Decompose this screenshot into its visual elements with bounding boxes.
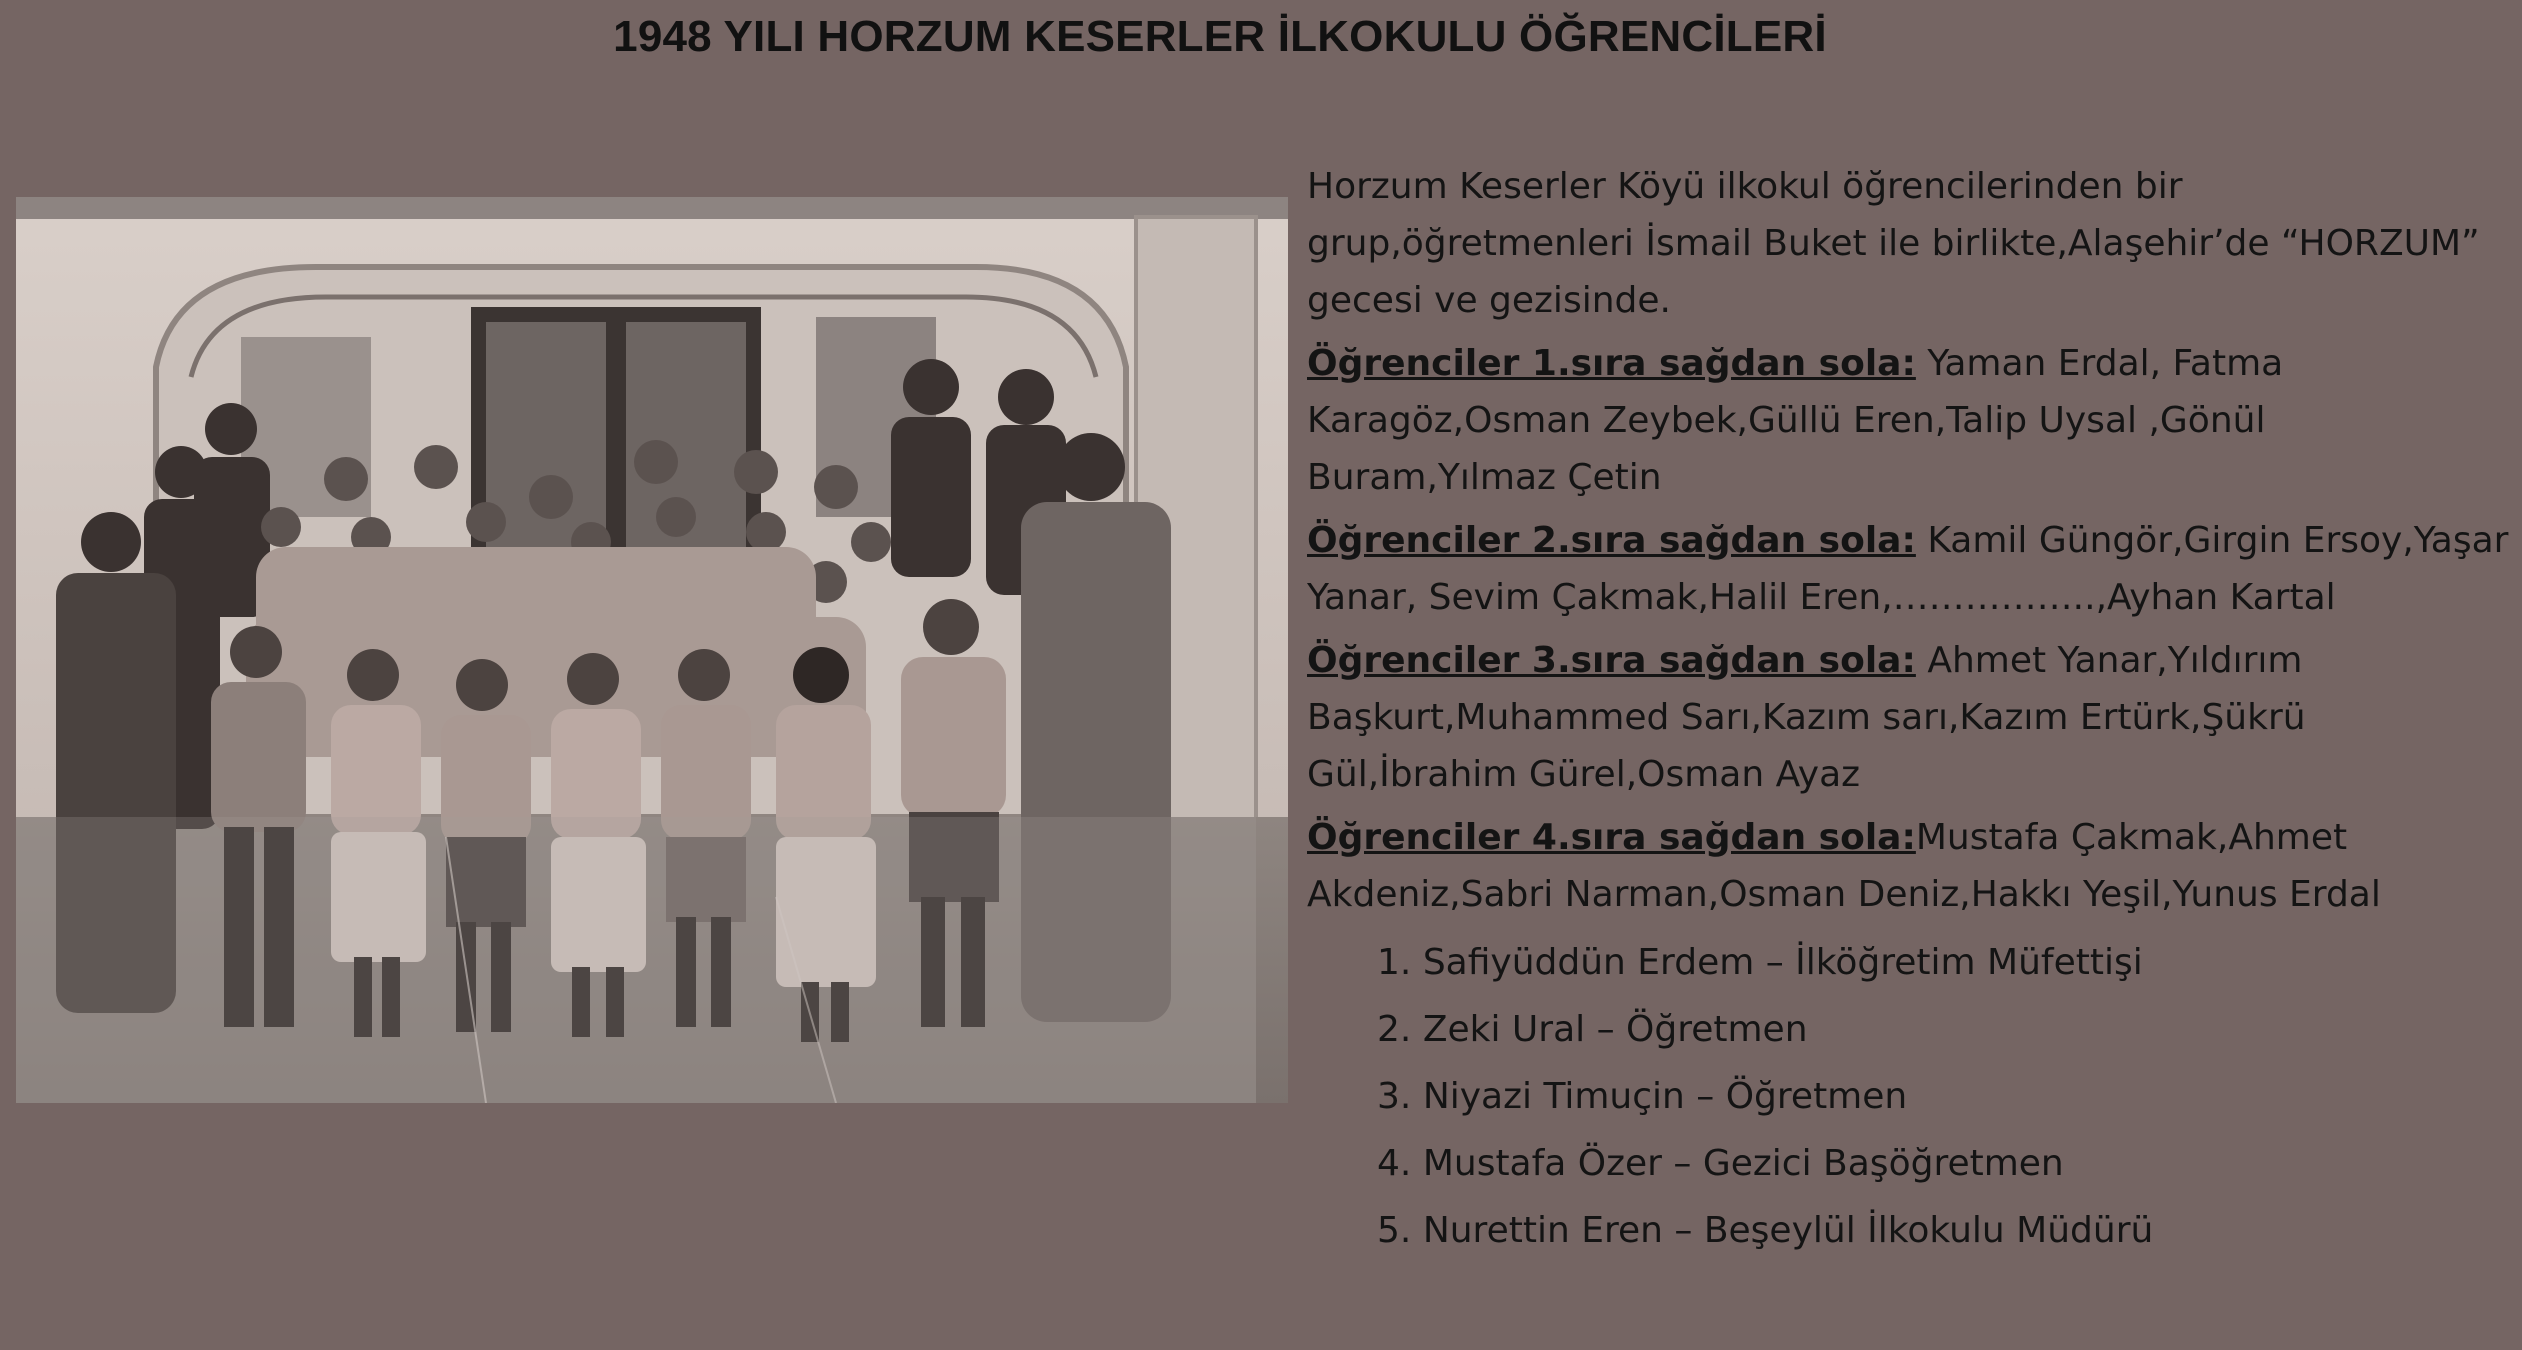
teacher-list: [1307, 929, 2512, 1264]
group-photo: [16, 197, 1288, 1103]
row-2-names: Kamil Güngör,Girgin Ersoy,Yaşar Yanar, Sevim Çakmak,Halil Eren,……………..,Ayhan Kartal: [1307, 520, 2509, 618]
row-4-label: Öğrenciler 4.sıra sağdan sola:: [1307, 817, 1916, 858]
row-4-paragraph: [1307, 809, 2512, 923]
list-text: Zeki Ural – Öğretmen: [1422, 1009, 1808, 1050]
list-item: [1377, 1063, 2512, 1130]
intro-paragraph: Horzum Keserler Köyü ilkokul öğrencilerinden bir grup,öğretmenleri İsmail Buket ile birlikte,Alaşehir’de “HORZUM” gecesi ve gezisinde.: [1307, 166, 2480, 321]
list-text: Nurettin Eren – Beşeylül İlkokulu Müdürü: [1422, 1210, 2154, 1251]
list-number: 4.: [1377, 1143, 1412, 1184]
list-item: [1377, 996, 2512, 1063]
row-4-names: Mustafa Çakmak,Ahmet Akdeniz,Sabri Narman,Osman Deniz,Hakkı Yeşil,Yunus Erdal: [1307, 817, 2381, 915]
row-3-label: Öğrenciler 3.sıra sağdan sola:: [1307, 640, 1916, 681]
caption-text: [1307, 158, 2512, 1264]
list-text: Mustafa Özer – Gezici Başöğretmen: [1422, 1143, 2064, 1184]
row-2-label: Öğrenciler 2.sıra sağdan sola:: [1307, 520, 1916, 561]
page-title: 1948 YILI HORZUM KESERLER İLKOKULU ÖĞRENCİLERİ: [613, 12, 1827, 61]
row-1-label: Öğrenciler 1.sıra sağdan sola:: [1307, 343, 1916, 384]
list-number: 1.: [1377, 942, 1412, 983]
list-item: [1377, 929, 2512, 996]
list-number: 5.: [1377, 1210, 1412, 1251]
list-item: [1377, 1197, 2512, 1264]
row-2-paragraph: [1307, 512, 2512, 626]
list-text: Safiyüddün Erdem – İlköğretim Müfettişi: [1422, 942, 2143, 983]
row-1-paragraph: [1307, 335, 2512, 506]
row-3-paragraph: [1307, 632, 2512, 803]
list-number: 3.: [1377, 1076, 1412, 1117]
list-text: Niyazi Timuçin – Öğretmen: [1422, 1076, 1908, 1117]
list-item: [1377, 1130, 2512, 1197]
row-3-names: Ahmet Yanar,Yıldırım Başkurt,Muhammed Sarı,Kazım sarı,Kazım Ertürk,Şükrü Gül,İbrahim Gürel,Osman Ayaz: [1307, 640, 2306, 795]
row-1-names: Yaman Erdal, Fatma Karagöz,Osman Zeybek,Güllü Eren,Talip Uysal ,Gönül Buram,Yılmaz Çetin: [1307, 343, 2284, 498]
group-photo-illustration: [16, 197, 1288, 1103]
list-number: 2.: [1377, 1009, 1412, 1050]
